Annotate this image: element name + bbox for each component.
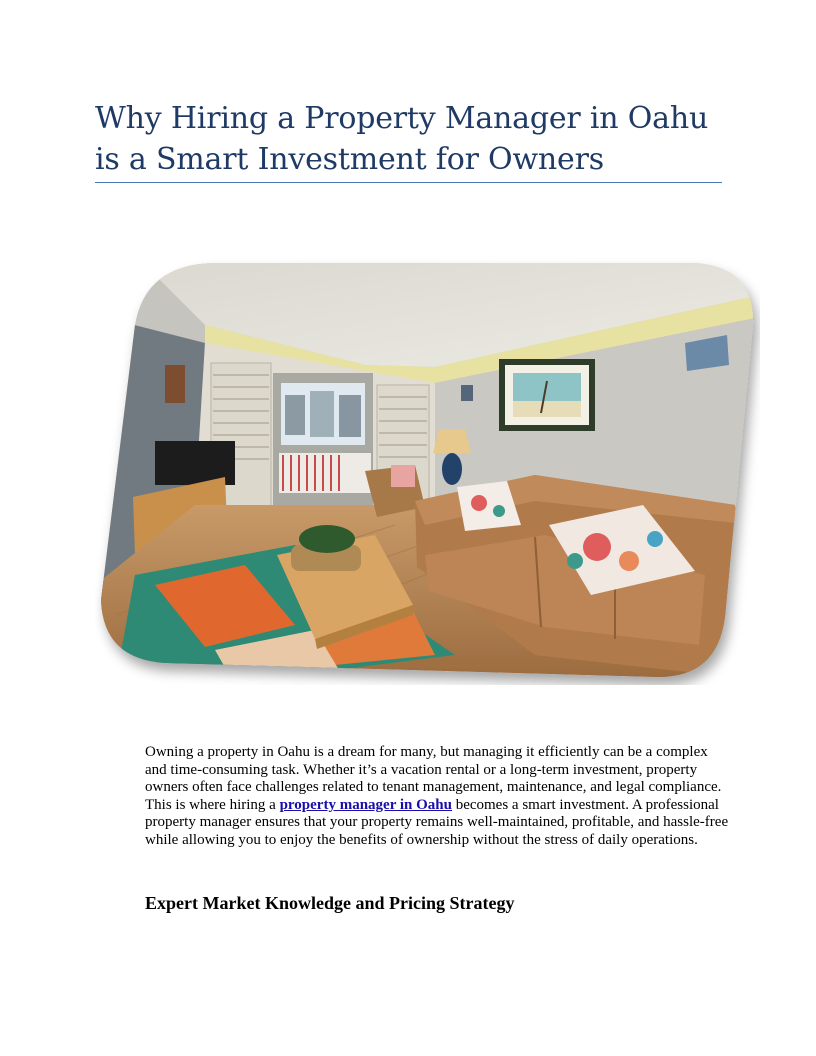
photo-illustration — [95, 255, 760, 685]
property-manager-link[interactable]: property manager in Oahu — [279, 796, 452, 813]
living-room-photo — [95, 255, 760, 685]
intro-text-after-link: becomes a smart investment. A professional property manager ensures that your property remains well-maintained, profitable, and hassle-free while allowing you to enjoy the benefits of ownership without the stress of daily operations. — [145, 796, 729, 848]
intro-paragraph — [145, 744, 730, 850]
title-line-2: is a Smart Investment for Owners — [95, 142, 604, 177]
section-heading: Expert Market Knowledge and Pricing Strategy — [145, 893, 515, 913]
intro-text-before-link: Owning a property in Oahu is a dream for many, but managing it efficiently can be a complex and time-consuming task. Whether it’s a vacation rental or a long-term investment, property owners often face challenges related to tenant management, maintenance, and legal compliance. This is where hiring a — [145, 744, 722, 813]
page-title — [95, 98, 725, 180]
title-underline — [95, 182, 722, 183]
title-line-1: Why Hiring a Property Manager in Oahu — [95, 101, 709, 136]
